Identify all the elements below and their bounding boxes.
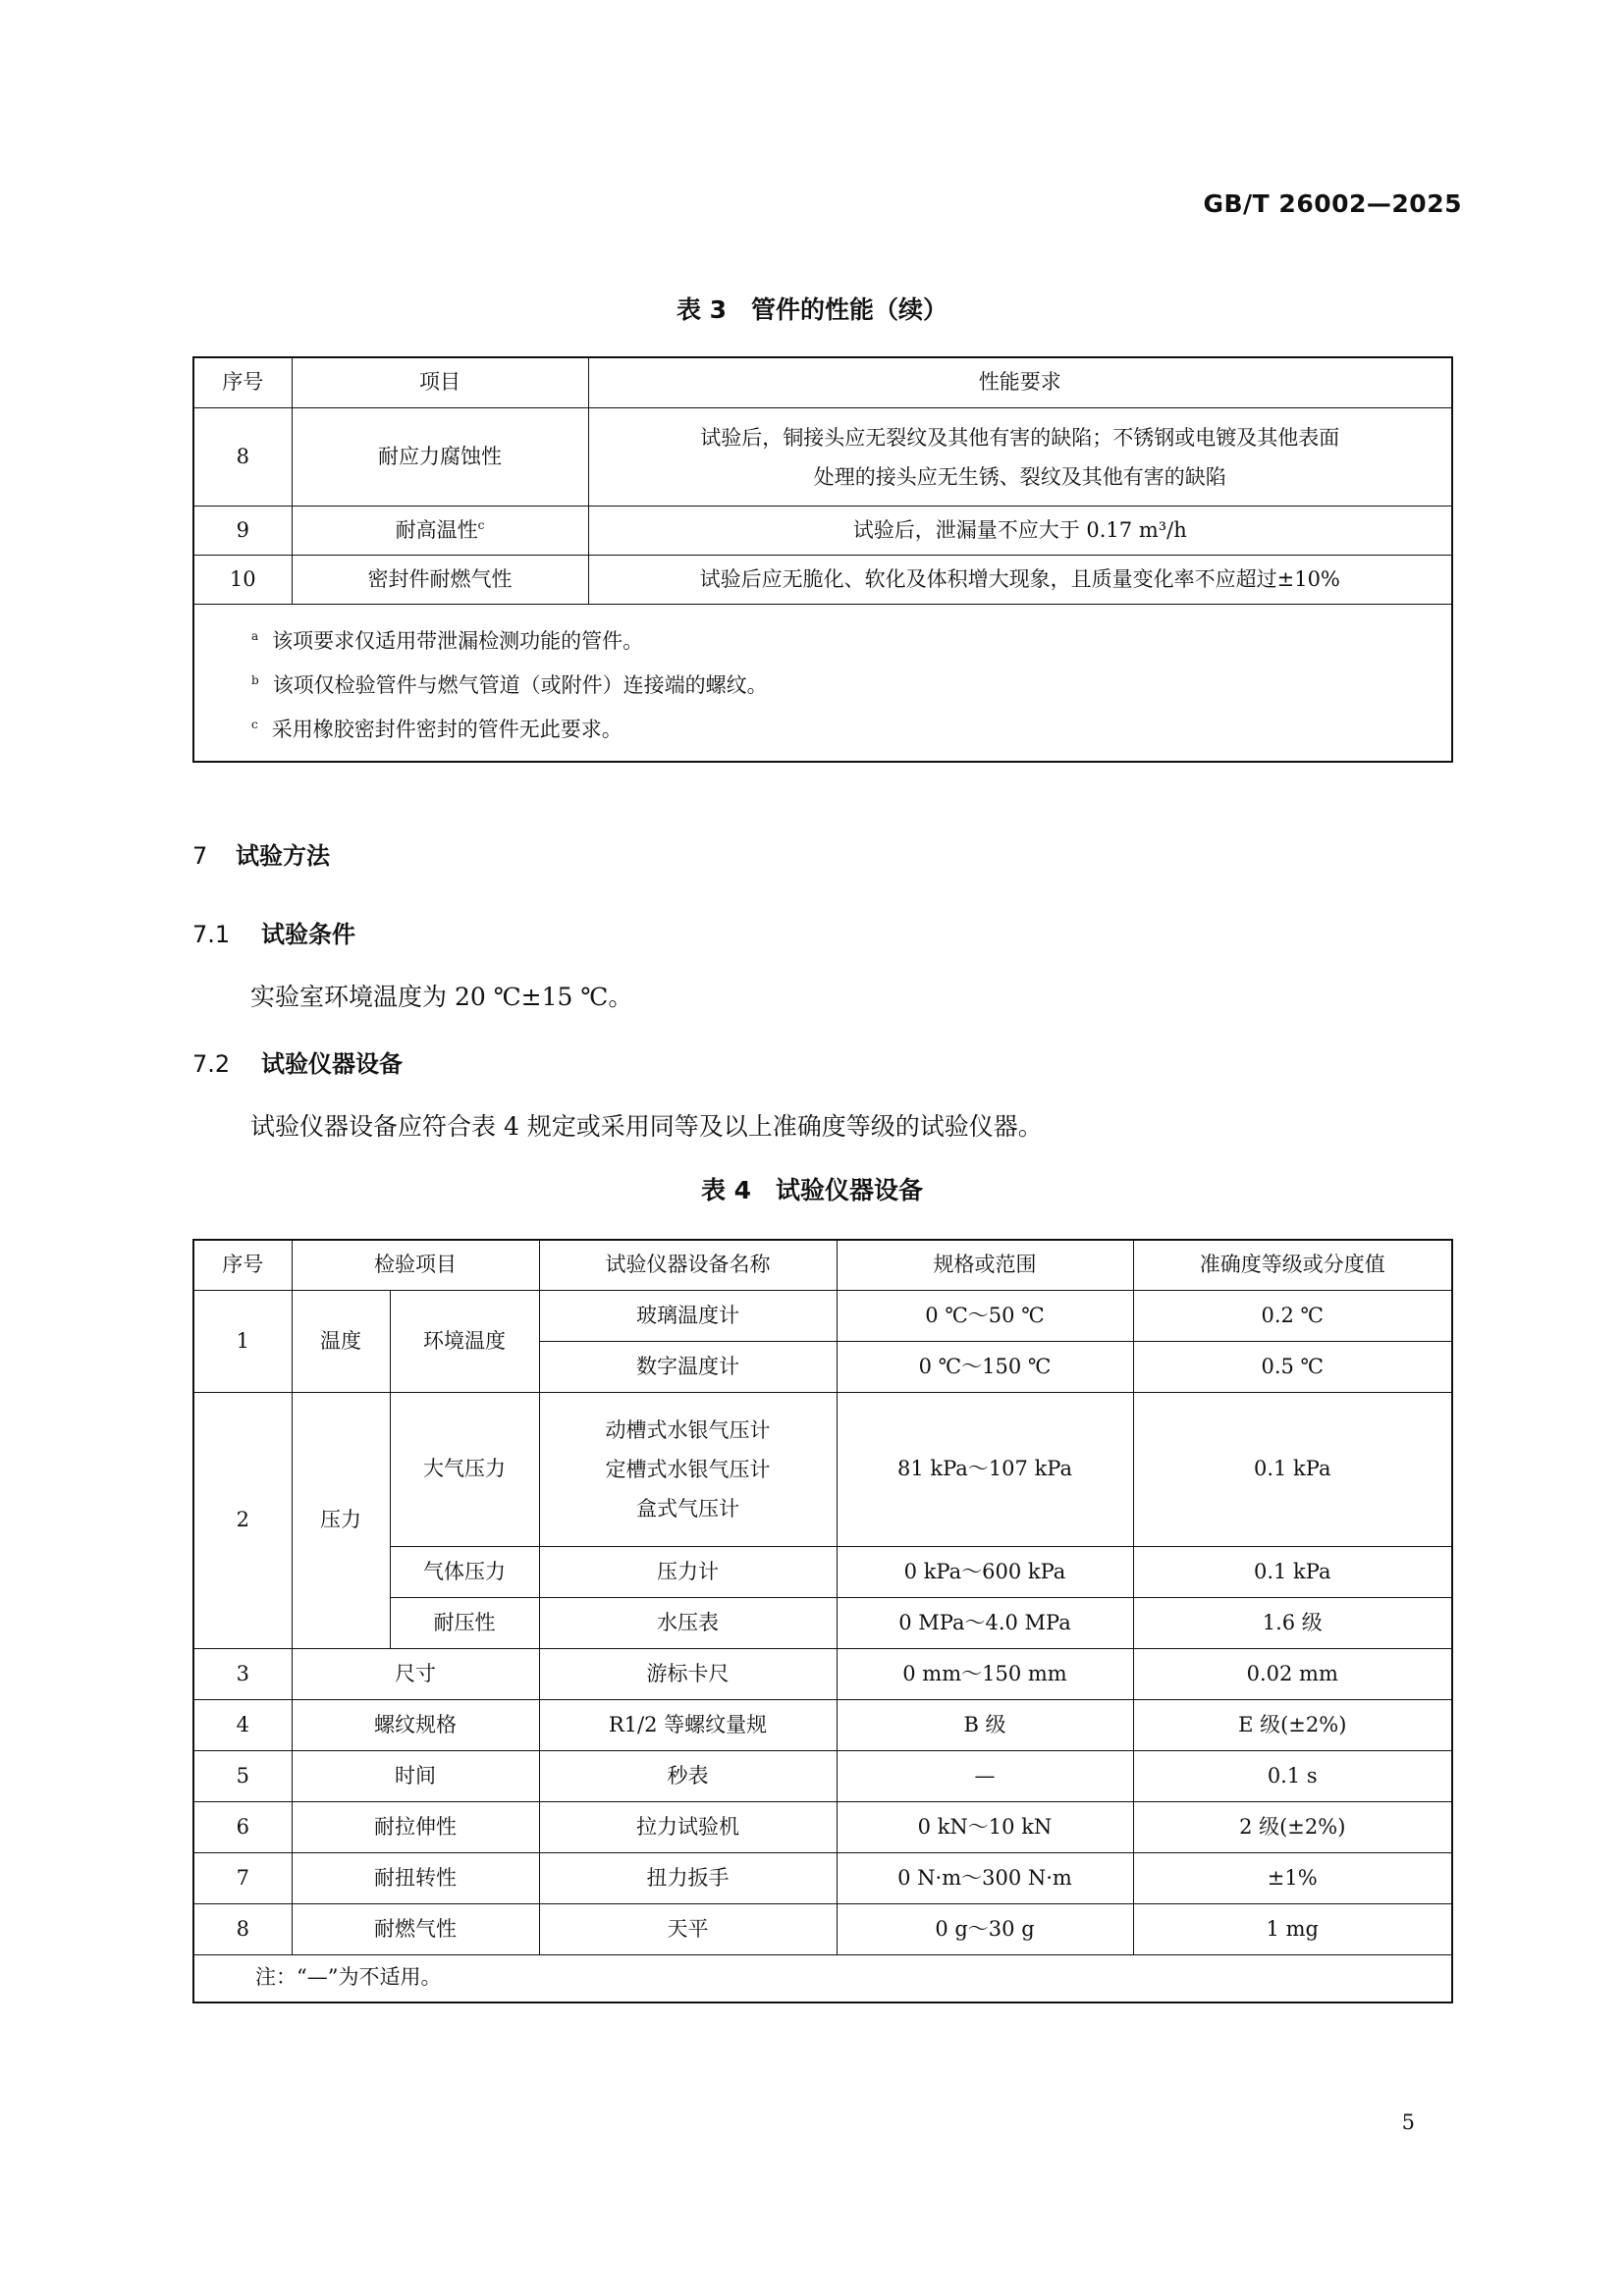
table-row xyxy=(193,556,1452,605)
row-accuracy: 0.1 s xyxy=(1133,1751,1452,1802)
row-item: 耐应力腐蚀性 xyxy=(292,408,588,507)
row-item xyxy=(292,507,588,556)
row-subitem: 耐压性 xyxy=(390,1598,539,1649)
table-row xyxy=(193,1291,1452,1342)
requirement-line: 处理的接头应无生锈、裂纹及其他有害的缺陷 xyxy=(813,464,1226,489)
row-item: 耐拉伸性 xyxy=(292,1802,539,1853)
table4-note-row xyxy=(193,1955,1452,2002)
row-no: 8 xyxy=(193,1904,292,1955)
section-title: 试验方法 xyxy=(236,842,330,870)
row-instrument: 游标卡尺 xyxy=(539,1649,837,1700)
section-number: 7.1 xyxy=(192,921,231,948)
row-instrument: 拉力试验机 xyxy=(539,1802,837,1853)
row-no: 5 xyxy=(193,1751,292,1802)
table4-header-item: 检验项目 xyxy=(292,1240,539,1291)
row-item: 螺纹规格 xyxy=(292,1700,539,1751)
section-title: 试验仪器设备 xyxy=(261,1050,403,1078)
instrument-line: 盒式气压计 xyxy=(636,1497,739,1521)
row-instrument: 数字温度计 xyxy=(539,1342,837,1393)
row-item-text: 耐高温性 xyxy=(395,517,478,542)
table4-header-row xyxy=(193,1240,1452,1291)
row-range: — xyxy=(837,1751,1133,1802)
footnote-text: 该项仅检验管件与燃气管道（或附件）连接端的螺纹。 xyxy=(272,673,768,697)
table-row xyxy=(193,1751,1452,1802)
row-instrument: 天平 xyxy=(539,1904,837,1955)
row-instrument: 扭力扳手 xyxy=(539,1853,837,1904)
table-row xyxy=(193,1649,1452,1700)
row-accuracy: 0.1 kPa xyxy=(1133,1393,1452,1547)
table3-footnotes xyxy=(193,605,1452,763)
row-no: 2 xyxy=(193,1393,292,1649)
row-range: 0 kPa～600 kPa xyxy=(837,1547,1133,1598)
table3-footnotes-row xyxy=(193,605,1452,763)
row-range: 0 N·m～300 N·m xyxy=(837,1853,1133,1904)
row-subitem: 环境温度 xyxy=(390,1291,539,1393)
row-accuracy: 0.5 ℃ xyxy=(1133,1342,1452,1393)
section-number: 7 xyxy=(192,842,208,870)
row-instrument: R1/2 等螺纹量规 xyxy=(539,1700,837,1751)
table4-header-range: 规格或范围 xyxy=(837,1240,1133,1291)
section-title: 试验条件 xyxy=(261,921,355,948)
row-instrument: 压力计 xyxy=(539,1547,837,1598)
row-range: 0 ℃～50 ℃ xyxy=(837,1291,1133,1342)
table-row xyxy=(193,1904,1452,1955)
footnote xyxy=(251,705,1394,749)
row-no: 1 xyxy=(193,1291,292,1393)
table3 xyxy=(192,356,1453,763)
section-7-1-text: 实验室环境温度为 20 ℃±15 ℃。 xyxy=(250,983,633,1011)
row-range: 0 ℃～150 ℃ xyxy=(837,1342,1133,1393)
row-subitem: 大气压力 xyxy=(390,1393,539,1547)
table3-header-row xyxy=(193,357,1452,408)
footnote-mark: a xyxy=(251,629,259,643)
table4-header-name: 试验仪器设备名称 xyxy=(539,1240,837,1291)
row-accuracy: 2 级(±2%) xyxy=(1133,1802,1452,1853)
row-item: 耐燃气性 xyxy=(292,1904,539,1955)
row-no: 10 xyxy=(193,556,292,605)
row-no: 3 xyxy=(193,1649,292,1700)
footnote xyxy=(251,661,1394,705)
row-no: 4 xyxy=(193,1700,292,1751)
row-category: 压力 xyxy=(292,1393,390,1649)
table4 xyxy=(192,1239,1453,2003)
row-category: 温度 xyxy=(292,1291,390,1393)
row-instrument: 玻璃温度计 xyxy=(539,1291,837,1342)
row-accuracy: 1.6 级 xyxy=(1133,1598,1452,1649)
row-no: 7 xyxy=(193,1853,292,1904)
row-range: 81 kPa～107 kPa xyxy=(837,1393,1133,1547)
table3-header-no: 序号 xyxy=(193,357,292,408)
row-item: 耐扭转性 xyxy=(292,1853,539,1904)
table-row xyxy=(193,507,1452,556)
table-row xyxy=(193,1853,1452,1904)
section-7-2-text: 试验仪器设备应符合表 4 规定或采用同等及以上准确度等级的试验仪器。 xyxy=(250,1112,1043,1141)
row-accuracy: 0.1 kPa xyxy=(1133,1547,1452,1598)
row-instrument: 秒表 xyxy=(539,1751,837,1802)
row-requirement xyxy=(588,408,1452,507)
section-7-2-heading xyxy=(192,1044,403,1079)
table3-header-req: 性能要求 xyxy=(588,357,1452,408)
row-accuracy: 1 mg xyxy=(1133,1904,1452,1955)
standard-code: GB/T 26002—2025 xyxy=(1203,189,1462,218)
table4-header-accuracy: 准确度等级或分度值 xyxy=(1133,1240,1452,1291)
row-range: B 级 xyxy=(837,1700,1133,1751)
table-row xyxy=(193,1700,1452,1751)
table-row xyxy=(193,1802,1452,1853)
row-range: 0 kN～10 kN xyxy=(837,1802,1133,1853)
footnote-text: 该项要求仅适用带泄漏检测功能的管件。 xyxy=(272,629,644,653)
instrument-line: 动槽式水银气压计 xyxy=(605,1418,771,1442)
page-number: 5 xyxy=(1401,2110,1415,2134)
row-instrument: 水压表 xyxy=(539,1598,837,1649)
footnote xyxy=(251,616,1394,661)
row-range: 0 mm～150 mm xyxy=(837,1649,1133,1700)
row-subitem: 气体压力 xyxy=(390,1547,539,1598)
row-no: 9 xyxy=(193,507,292,556)
section-number: 7.2 xyxy=(192,1050,231,1078)
table4-caption: 表 4 试验仪器设备 xyxy=(700,1176,924,1204)
table4-header-no: 序号 xyxy=(193,1240,292,1291)
row-item: 尺寸 xyxy=(292,1649,539,1700)
row-range: 0 MPa～4.0 MPa xyxy=(837,1598,1133,1649)
table3-header-item: 项目 xyxy=(292,357,588,408)
row-accuracy: 0.2 ℃ xyxy=(1133,1291,1452,1342)
row-requirement: 试验后，泄漏量不应大于 0.17 m³/h xyxy=(588,507,1452,556)
instrument-line: 定槽式水银气压计 xyxy=(605,1458,771,1481)
table-row xyxy=(193,408,1452,507)
row-item: 时间 xyxy=(292,1751,539,1802)
row-accuracy: E 级(±2%) xyxy=(1133,1700,1452,1751)
row-requirement: 试验后应无脆化、软化及体积增大现象，且质量变化率不应超过±10% xyxy=(588,556,1452,605)
row-accuracy: 0.02 mm xyxy=(1133,1649,1452,1700)
footnote-mark: c xyxy=(251,718,258,731)
row-accuracy: ±1% xyxy=(1133,1853,1452,1904)
row-item: 密封件耐燃气性 xyxy=(292,556,588,605)
table4-note: 注：“—”为不适用。 xyxy=(193,1955,1452,2002)
requirement-line: 试验后，铜接头应无裂纹及其他有害的缺陷；不锈钢或电镀及其他表面 xyxy=(700,425,1340,450)
section-7-1-heading xyxy=(192,915,355,949)
row-no: 6 xyxy=(193,1802,292,1853)
section-7-heading xyxy=(192,836,330,871)
table-row xyxy=(193,1393,1452,1547)
row-instrument xyxy=(539,1393,837,1547)
footnote-mark: b xyxy=(251,673,259,687)
footnote-ref: c xyxy=(477,517,485,532)
footnote-text: 采用橡胶密封件密封的管件无此要求。 xyxy=(271,718,623,741)
row-range: 0 g～30 g xyxy=(837,1904,1133,1955)
table3-caption: 表 3 管件的性能（续） xyxy=(676,295,948,324)
row-no: 8 xyxy=(193,408,292,507)
